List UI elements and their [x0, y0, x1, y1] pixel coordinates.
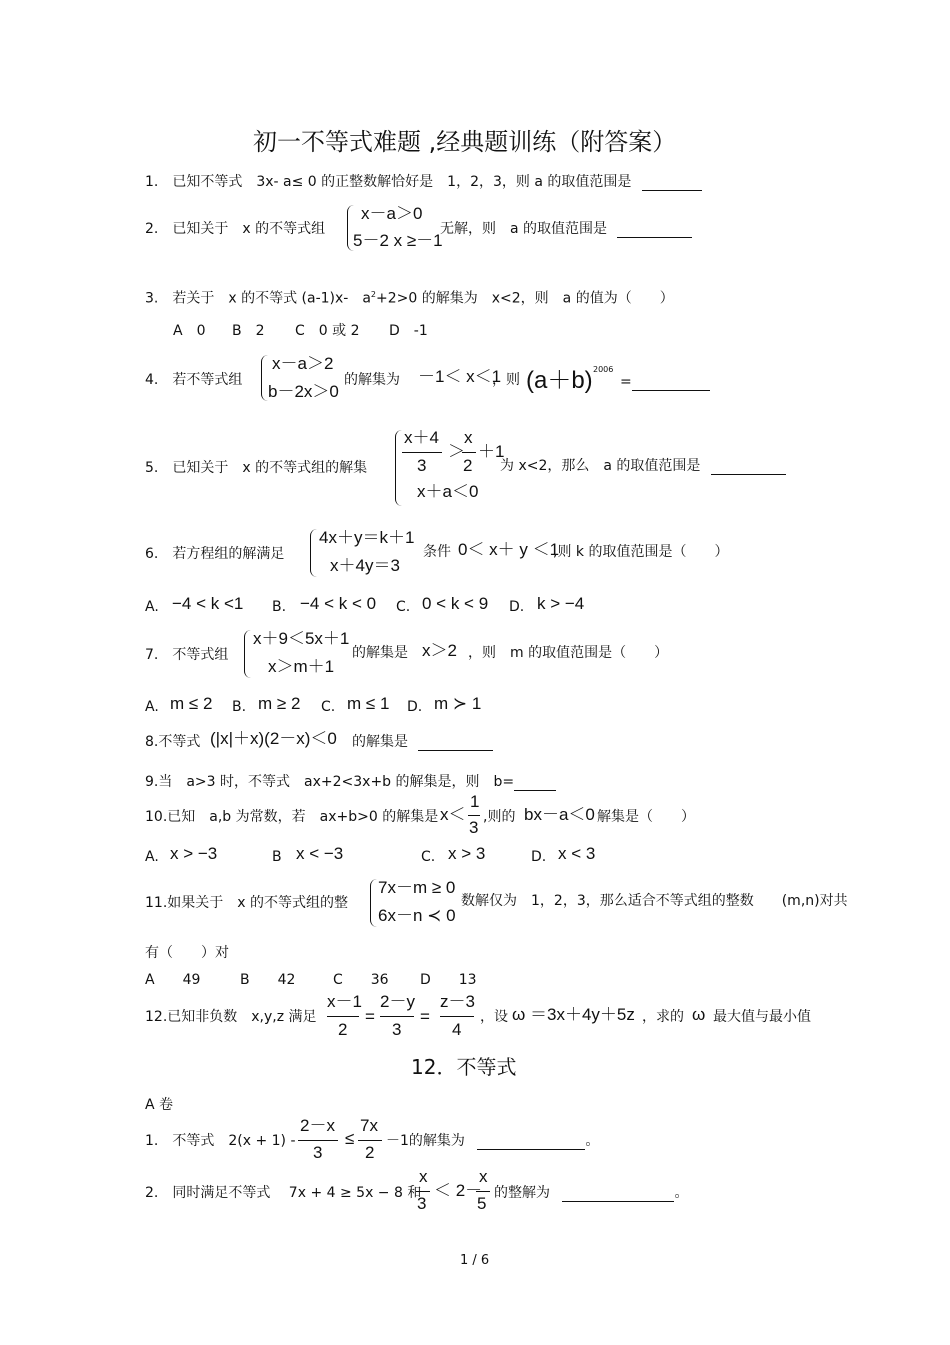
question-8-prefix: 8.不等式 — [145, 734, 201, 750]
system-row: 4x＋y＝k＋1 — [319, 528, 415, 547]
system-row: x＋a＜0 — [417, 482, 479, 501]
question-8-suffix: 的解集是 — [352, 733, 493, 751]
question-6-prefix: 6. 若方程组的解满足 — [145, 546, 285, 562]
fraction-denominator: 4 — [452, 1020, 462, 1039]
answer-blank — [514, 776, 556, 791]
answer-blank — [632, 376, 710, 391]
system-row: x－a＞0 — [361, 204, 423, 223]
fraction-denominator: 2 — [463, 456, 473, 475]
option-b[interactable]: B — [272, 849, 282, 865]
fraction-bar — [416, 1191, 430, 1192]
question-5-prefix: 5. 已知关于 x 的不等式组的解集 — [145, 460, 368, 476]
fraction-numerator: x＋4 — [404, 428, 439, 447]
fraction-numerator: 2－x — [300, 1116, 335, 1135]
fraction-denominator: 5 — [477, 1194, 487, 1213]
answer-blank — [418, 736, 493, 751]
option-a[interactable]: A. — [145, 849, 159, 865]
system-row: b－2x＞0 — [268, 382, 339, 401]
operator: = — [420, 1007, 430, 1026]
question-12-prefix: 12.已知非负数 x,y,z 满足 — [145, 1009, 317, 1025]
option-c-value: 0 < k < 9 — [422, 594, 489, 613]
objective-expression: ＝3x＋4y＋5z — [530, 1005, 635, 1024]
system-brace — [244, 630, 251, 678]
option-a-value: −4 < k <1 — [172, 594, 244, 613]
system-brace — [310, 529, 317, 577]
question-7-mid: 的解集是 — [352, 645, 408, 661]
section-question-2-suffix: 的整解为 。 — [494, 1185, 689, 1201]
operator: ＞ — [448, 442, 465, 461]
fraction-numerator: x — [464, 428, 473, 447]
fraction-denominator: 3 — [417, 1194, 427, 1213]
question-10-prefix: 10.已知 a,b 为常数，若 ax+b>0 的解集是 — [145, 809, 439, 825]
solution-range: －1＜ x＜1 — [418, 367, 502, 386]
answer-blank — [562, 1187, 674, 1202]
option-d[interactable]: D. — [531, 849, 547, 865]
fraction-numerator: x — [479, 1167, 488, 1186]
fraction-bar — [380, 1016, 414, 1017]
option-b-value: m ≥ 2 — [258, 694, 301, 713]
option-b[interactable]: B 42 — [240, 972, 296, 988]
inequality-expression: (|x|＋x)(2－x)＜0 — [210, 729, 337, 748]
question-4-then: ，则 — [492, 372, 520, 388]
option-c[interactable]: C. — [321, 699, 336, 715]
fraction-numerator: 7x — [360, 1116, 378, 1135]
option-b[interactable]: B. — [232, 699, 247, 715]
omega-symbol: ω — [512, 1005, 526, 1024]
option-a[interactable]: A. — [145, 599, 159, 615]
system-brace — [370, 879, 377, 927]
question-11-suffix: 数解仅为 1，2，3，那么适合不等式组的整数 (m,n)对共 — [461, 893, 848, 909]
section-title: 12．不等式 — [411, 1055, 517, 1079]
question-6-cond: 条件 — [423, 544, 451, 560]
option-d-value: m ≻ 1 — [434, 694, 482, 713]
question-5-suffix: 为 x<2，那么 a 的取值范围是 — [500, 457, 786, 475]
question-12-mid: ，求的 — [642, 1009, 684, 1025]
question-10-mid: ,则的 — [483, 809, 516, 825]
fraction-numerator: 1 — [470, 792, 480, 811]
fraction-denominator: 2 — [365, 1143, 375, 1162]
operator: ≤ — [345, 1129, 355, 1148]
question-11-line2: 有（ ）对 — [145, 945, 229, 961]
fraction-bar — [298, 1140, 338, 1141]
question-9: 9.当 a>3 时，不等式 ax+2<3x+b 的解集是，则 b= — [145, 773, 556, 791]
question-2-suffix: 无解，则 a 的取值范围是 — [440, 220, 692, 238]
fraction-denominator: 3 — [392, 1020, 402, 1039]
condition-range: 0＜ x＋ y ＜1 — [458, 540, 560, 559]
system-row: x－a＞2 — [272, 354, 334, 373]
inequality-expression: bx－a＜0 — [524, 805, 595, 824]
fraction-bar — [358, 1140, 382, 1141]
question-12-set: ，设 — [480, 1009, 508, 1025]
option-a[interactable]: A 49 — [145, 972, 201, 988]
fraction-numerator: z－3 — [440, 992, 475, 1011]
option-a[interactable]: A 0 — [173, 323, 206, 339]
fraction-denominator: 3 — [313, 1143, 323, 1162]
option-c[interactable]: C. — [421, 849, 436, 865]
question-3: 3. 若关于 x 的不等式 (a-1)x- $a^2+2>0$ 的解集为 x<2，则 a 的值为（ ） — [145, 290, 674, 307]
option-d-value: k > −4 — [537, 594, 585, 613]
system-row: x＞m＋1 — [268, 657, 335, 676]
section-question-1-suffix: －1的解集为 。 — [386, 1133, 600, 1149]
option-c-value: x > 3 — [448, 844, 486, 863]
option-b[interactable]: B 2 — [232, 323, 265, 339]
option-b-value: −4 < k < 0 — [300, 594, 377, 613]
option-d[interactable]: D. — [509, 599, 525, 615]
system-row: 7x－m ≥ 0 — [378, 878, 456, 897]
question-4-prefix: 4. 若不等式组 — [145, 372, 243, 388]
section-question-2-prefix: 2. 同时满足不等式 7x + 4 ≥ 5x − 8 和 — [145, 1185, 422, 1201]
question-10-suffix: 解集是（ ） — [597, 809, 695, 825]
fraction-bar — [402, 452, 442, 453]
section-question-1-prefix: 1. 不等式 2(x + 1) - — [145, 1133, 296, 1149]
system-brace — [395, 430, 402, 506]
question-6-suffix: ,则 k 的取值范围是（ ） — [553, 544, 729, 560]
fraction-bar — [440, 1016, 474, 1017]
option-d-value: x < 3 — [558, 844, 596, 863]
option-d[interactable]: D -1 — [389, 323, 428, 339]
operator: ＋1 — [478, 442, 505, 461]
system-row: x＋4y＝3 — [330, 556, 400, 575]
answer-blank — [642, 176, 702, 191]
fraction-numerator: x－1 — [327, 992, 362, 1011]
fraction-numerator: 2－y — [380, 992, 415, 1011]
operator: ＜ 2－ — [434, 1181, 483, 1200]
option-a-value: m ≤ 2 — [170, 694, 213, 713]
fraction-bar — [476, 1191, 490, 1192]
option-a[interactable]: A. — [145, 699, 159, 715]
option-d[interactable]: D. — [407, 699, 423, 715]
question-2-prefix: 2. 已知关于 x 的不等式组 — [145, 221, 326, 237]
fraction-denominator: 2 — [338, 1020, 348, 1039]
option-c[interactable]: C 36 — [333, 972, 389, 988]
system-row: 6x－n ≺ 0 — [378, 906, 456, 925]
system-row: x＋9＜5x＋1 — [253, 629, 350, 648]
omega-symbol: ω — [692, 1005, 706, 1024]
exponent: 2006 — [593, 365, 614, 374]
power-expression: (a＋b) — [526, 367, 593, 394]
fraction-numerator: x — [419, 1167, 428, 1186]
section-subtitle: A 卷 — [145, 1097, 174, 1113]
question-4-eq: = — [620, 373, 710, 391]
question-1: 1. 已知不等式 3x- a≤ 0 的正整数解恰好是 1，2，3，则 a 的取值范围是 — [145, 173, 702, 191]
operator: x＜ — [440, 805, 466, 824]
question-7-suffix: ，则 m 的取值范围是（ ） — [468, 645, 669, 661]
fraction-bar — [462, 452, 476, 453]
question-11-prefix: 11.如果关于 x 的不等式组的整 — [145, 895, 348, 911]
page-title: 初一不等式难题 ,经典题训练（附答案） — [253, 128, 677, 156]
fraction-bar — [327, 1016, 359, 1017]
option-a-value: x > −3 — [170, 844, 218, 863]
system-brace — [261, 355, 268, 401]
operator: = — [365, 1007, 375, 1026]
page-number: 1 / 6 — [460, 1253, 490, 1268]
solution: x＞2 — [422, 641, 457, 660]
fraction-denominator: 3 — [469, 818, 479, 837]
system-row: 5－2 x ≥－1 — [353, 231, 443, 250]
option-c[interactable]: C 0 或 2 — [295, 323, 360, 339]
option-c-value: m ≤ 1 — [347, 694, 390, 713]
option-d[interactable]: D 13 — [420, 972, 477, 988]
option-c[interactable]: C. — [396, 599, 411, 615]
option-b[interactable]: B. — [272, 599, 287, 615]
question-12-suffix: 最大值与最小值 — [713, 1009, 811, 1025]
question-7-prefix: 7. 不等式组 — [145, 647, 229, 663]
answer-blank — [711, 460, 786, 475]
answer-blank — [617, 223, 692, 238]
fraction-denominator: 3 — [417, 456, 427, 475]
fraction-bar — [468, 815, 480, 816]
option-b-value: x < −3 — [296, 844, 344, 863]
question-4-mid: 的解集为 — [344, 372, 400, 388]
answer-blank — [477, 1135, 585, 1150]
